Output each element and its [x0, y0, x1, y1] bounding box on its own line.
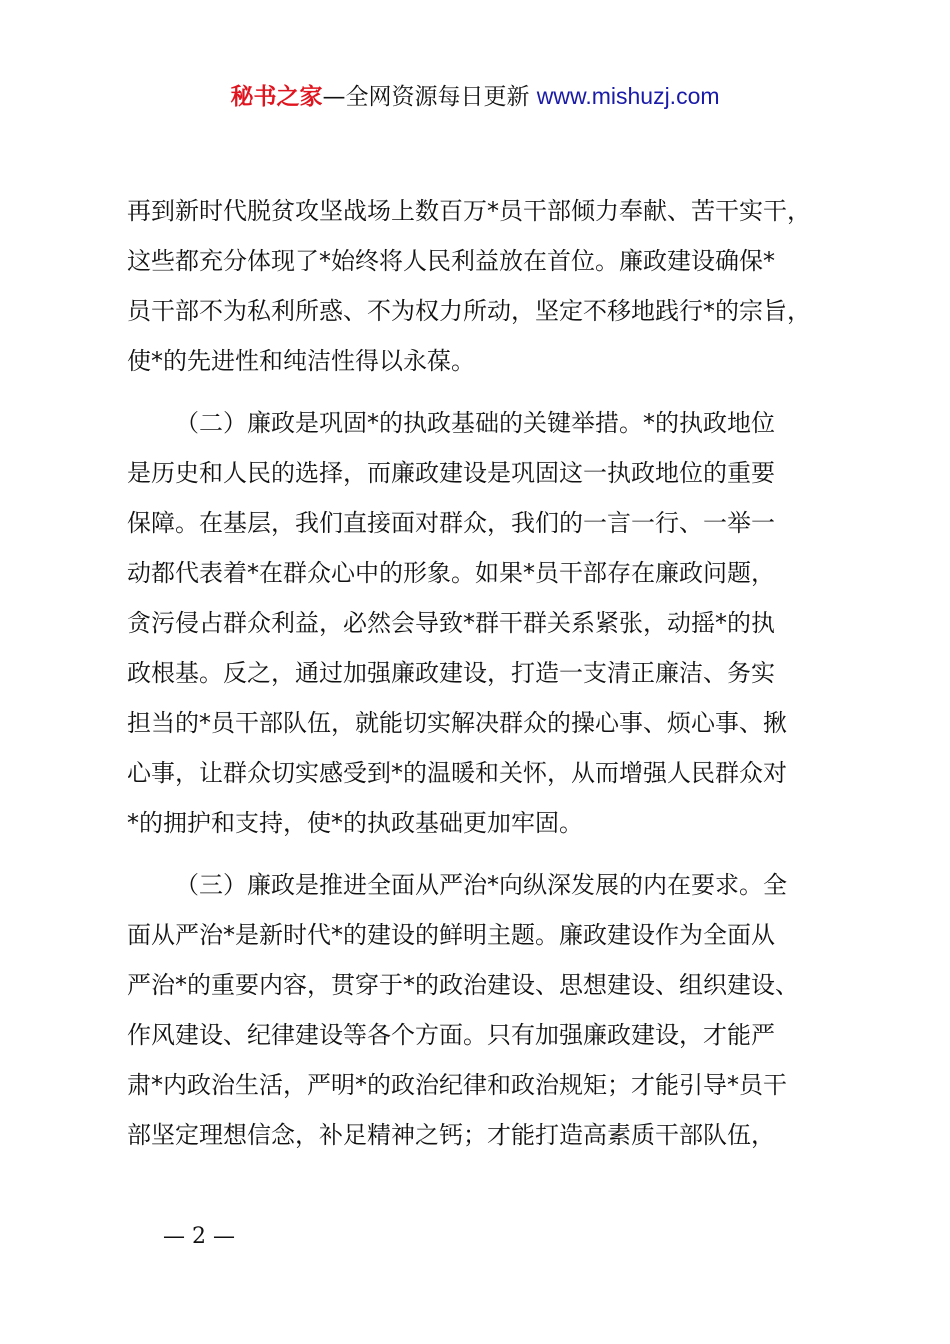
- paragraph-section-2: [127, 398, 855, 848]
- text-line: 保障。在基层，我们直接面对群众，我们的一言一行、一举一: [127, 509, 775, 537]
- text-line: 动都代表着*在群众心中的形象。如果*员干部存在廉政问题，: [127, 559, 775, 587]
- page-number: — 2 —: [163, 1224, 235, 1249]
- text-line: 部坚定理想信念，补足精神之钙；才能打造高素质干部队伍，: [127, 1121, 775, 1149]
- text-line: 员干部不为私利所惑、不为权力所动，坚定不移地践行*的宗旨，: [127, 297, 811, 325]
- paragraph-continuation: [127, 186, 855, 386]
- header-brand: 秘书之家: [230, 84, 323, 110]
- text-line: 贪污侵占群众利益，必然会导致*群干群关系紧张，动摇*的执: [127, 609, 775, 637]
- header-url[interactable]: www.mishuzj.com: [536, 83, 720, 109]
- text-line: 政根基。反之，通过加强廉政建设，打造一支清正廉洁、务实: [127, 659, 775, 687]
- text-line: 使*的先进性和纯洁性得以永葆。: [127, 347, 475, 375]
- text-line: 严治*的重要内容，贯穿于*的政治建设、思想建设、组织建设、: [127, 971, 799, 999]
- text-line: 面从严治*是新时代*的建设的鲜明主题。廉政建设作为全面从: [127, 921, 775, 949]
- text-line: 再到新时代脱贫攻坚战场上数百万*员干部倾力奉献、苦干实干，: [127, 197, 811, 225]
- text-line: 肃*内政治生活，严明*的政治纪律和政治规矩；才能引导*员干: [127, 1071, 787, 1099]
- text-line: 作风建设、纪律建设等各个方面。只有加强廉政建设，才能严: [127, 1021, 775, 1049]
- text-line: 是历史和人民的选择，而廉政建设是巩固这一执政地位的重要: [127, 459, 775, 487]
- text-line: 这些都充分体现了*始终将人民利益放在首位。廉政建设确保*: [127, 247, 775, 275]
- paragraph-section-3: [127, 860, 855, 1160]
- page-header: [0, 80, 950, 113]
- text-line: （二）廉政是巩固*的执政基础的关键举措。*的执政地位: [175, 409, 775, 437]
- header-tagline: —全网资源每日更新: [322, 84, 530, 110]
- text-line: *的拥护和支持，使*的执政基础更加牢固。: [127, 809, 583, 837]
- document-body: [127, 186, 855, 1160]
- text-line: 心事，让群众切实感受到*的温暖和关怀，从而增强人民群众对: [127, 759, 787, 787]
- text-line: （三）廉政是推进全面从严治*向纵深发展的内在要求。全: [175, 871, 787, 899]
- text-line: 担当的*员干部队伍，就能切实解决群众的操心事、烦心事、揪: [127, 709, 787, 737]
